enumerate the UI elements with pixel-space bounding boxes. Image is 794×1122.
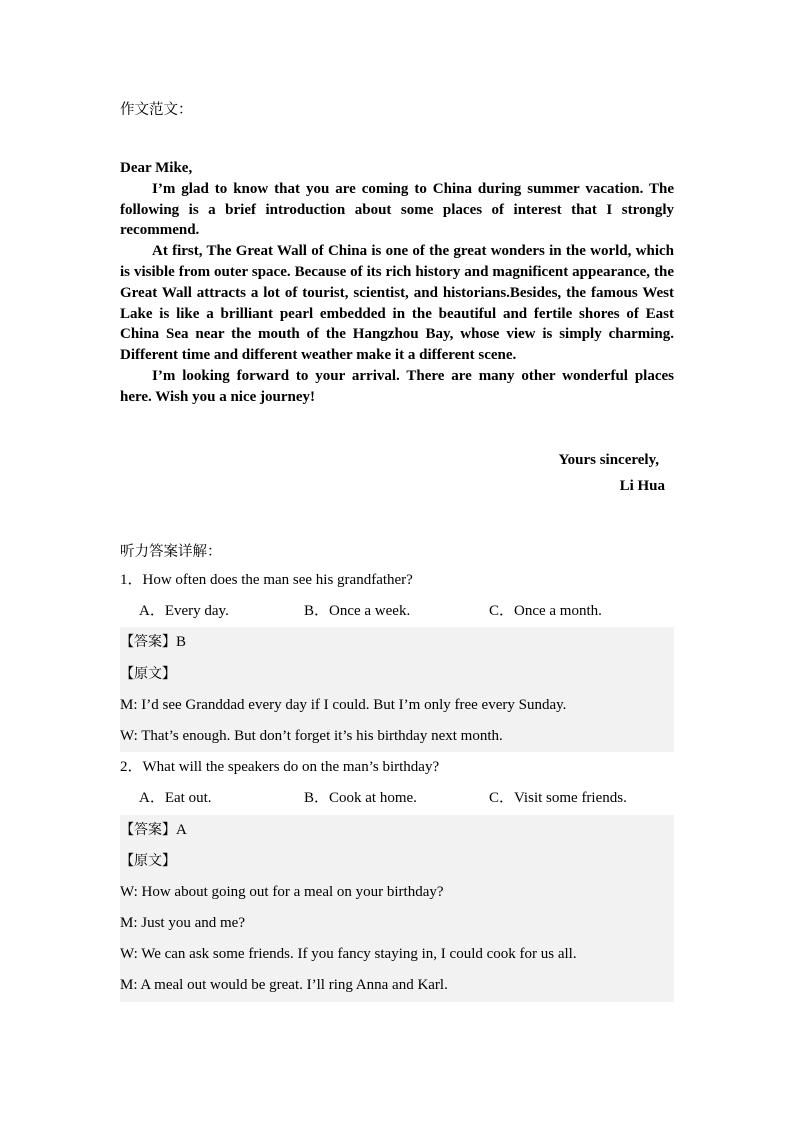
answer-value: A	[176, 821, 187, 838]
option-a: A．Every day.	[139, 603, 229, 620]
option-b: B．Cook at home.	[304, 790, 417, 807]
question-1	[120, 565, 674, 596]
answer-value: B	[176, 634, 187, 651]
question-1-explanation	[120, 627, 674, 752]
option-b: B．Once a week.	[304, 603, 411, 620]
answer-line	[120, 815, 674, 846]
letter-signoff	[558, 450, 674, 502]
question-2-options	[120, 783, 674, 814]
transcript-line: W: That’s enough. But don’t forget it’s his birthday next month.	[120, 727, 503, 744]
listening-heading: 听力答案详解：	[120, 544, 222, 560]
letter-salutation: Dear Mike,	[120, 160, 193, 176]
question-number: 2．	[120, 759, 143, 776]
answer-label: 【答案】	[120, 634, 176, 651]
option-c: C．Once a month.	[489, 603, 602, 620]
transcript-line: W: How about going out for a meal on your birthday?	[120, 883, 444, 900]
option-a: A．Eat out.	[139, 790, 212, 807]
letter-paragraph: I’m looking forward to your arrival. There are many other wonderful places here. Wish you a nice journey!	[120, 367, 674, 405]
listening-answers	[120, 565, 674, 1002]
answer-line	[120, 627, 674, 658]
option-c: C．Visit some friends.	[489, 790, 627, 807]
transcript-line: W: We can ask some friends. If you fancy staying in, I could cook for us all.	[120, 946, 577, 963]
transcript-label: 【原文】	[120, 665, 176, 682]
transcript-line: M: Just you and me?	[120, 915, 245, 932]
question-1-options	[120, 596, 674, 627]
essay-heading: 作文范文：	[120, 102, 193, 118]
transcript-label: 【原文】	[120, 852, 176, 869]
question-text: What will the speakers do on the man’s birthday?	[142, 759, 440, 776]
question-2-explanation	[120, 815, 674, 1002]
letter-closing: Yours sincerely,	[558, 452, 659, 468]
sample-letter	[120, 158, 674, 408]
question-2	[120, 752, 674, 783]
transcript-line: M: A meal out would be great. I’ll ring Anna and Karl.	[120, 977, 448, 994]
letter-paragraph: I’m glad to know that you are coming to China during summer vacation. The following is a brief introduction about some places of interest that I strongly recommend.	[120, 180, 674, 239]
letter-paragraph: At first, The Great Wall of China is one of the great wonders in the world, which is visible from outer space. Because of its rich history and magnificent appearance, the Great Wall attracts a lot of tourist, scientist, and historians.Besides, the famous West Lake is like a brilliant pearl embedded in the beautiful and fertile shores of East China Sea near the mouth of the Hangzhou Bay, whose view is simply charming. Different time and different weather make it a different scene.	[120, 243, 674, 364]
question-text: How often does the man see his grandfather?	[142, 572, 413, 588]
answer-label: 【答案】	[120, 821, 176, 838]
letter-signature: Li Hua	[619, 478, 665, 494]
transcript-line: M: I’d see Granddad every day if I could. But I’m only free every Sunday.	[120, 696, 567, 713]
question-number: 1．	[120, 572, 143, 588]
